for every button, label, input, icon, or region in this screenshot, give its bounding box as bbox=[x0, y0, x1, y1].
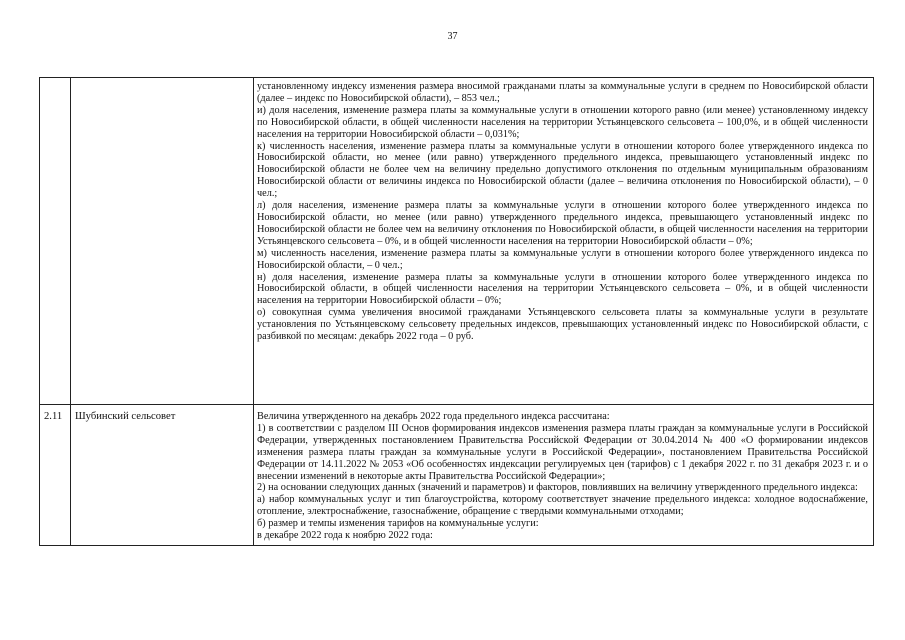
paragraph: 1) в соответствии с разделом III Основ формирования индексов изменения размера платы граждан за коммунальные услуги в Российской Федерации, утвержденных постановлением Правительства Российской Федерации от 30.04.2014 № 400 «О формировании индексов изменения размера платы граждан за коммунальные услуги в Российской Федерации», постановлением Правительства Российской Федерации от 14.11.2022 № 2053 «Об особенностях индексации регулируемых цен (тарифов) с 1 декабря 2022 г. по 31 декабря 2023 г. и о внесении изменений в некоторые акты Правительства Российской Федерации»; bbox=[257, 422, 868, 482]
paragraph: Величина утвержденного на декабрь 2022 года предельного индекса рассчитана: bbox=[257, 411, 610, 422]
paragraph: б) размер и темпы изменения тарифов на коммунальные услуги: bbox=[257, 518, 539, 530]
table-row bbox=[40, 78, 874, 405]
municipality-name-cell: Шубинский сельсовет bbox=[71, 405, 254, 546]
table-row bbox=[40, 405, 874, 546]
paragraph: о) совокупная сумма увеличения вносимой гражданами Устьянцевского сельсовета платы за коммунальные услуги в результате установления по Устьянцевскому сельсовету предельных индексов, превышающих установленный индекс по Новосибирской области, с разбивкой по месяцам: декабрь 2022 года – 0 руб. bbox=[257, 307, 868, 343]
description-cell bbox=[254, 78, 874, 405]
row-number-cell: 2.11 bbox=[40, 405, 71, 546]
paragraph: а) набор коммунальных услуг и тип благоустройства, которому соответствует значение предельного индекса: холодное водоснабжение, отопление, электроснабжение, газоснабжение, обращение с твердыми коммунальными отходами; bbox=[257, 494, 868, 518]
paragraph: установленному индексу изменения размера вносимой гражданами платы за коммунальные услуги в среднем по Новосибирской области (далее – индекс по Новосибирской области), – 853 чел.; bbox=[257, 81, 868, 104]
row-number-cell bbox=[40, 78, 71, 405]
paragraph: н) доля населения, изменение размера платы за коммунальные услуги в отношении которого более утвержденного индекса по Новосибирской области, в общей численности населения на территории Устьянцевского сельсовета – 0%, и в общей численности населения на территории Новосибирской области – 0%; bbox=[257, 271, 868, 307]
document-table bbox=[39, 77, 874, 546]
paragraph: в декабре 2022 года к ноябрю 2022 года: bbox=[257, 530, 433, 542]
page-number: 37 bbox=[447, 31, 458, 42]
paragraph: 2) на основании следующих данных (значений и параметров) и факторов, повлиявших на величину утвержденного предельного индекса: bbox=[257, 482, 858, 494]
paragraph: и) доля населения, изменение размера платы за коммунальные услуги в отношении которого равно (или менее) установленному индексу по Новосибирской области, в общей численности населения на территории Устьянцевского сельсовета – 100,0%, и в общей численности населения на территории Новосибирской области – 0,031%; bbox=[257, 104, 868, 140]
description-cell bbox=[254, 405, 874, 546]
paragraph: к) численность населения, изменение размера платы за коммунальные услуги в отношении которого более утвержденного индекса по Новосибирской области, но менее (или равно) утвержденного предельного индекса, превышающего установленный индекс по Новосибирской области не более чем на величину предельно допустимого отклонения по отдельным муниципальным образованиям Новосибирской области от величины индекса по Новосибирской области (далее – величина отклонения по Новосибирской области), – 0 чел.; bbox=[257, 140, 868, 200]
municipality-name-cell bbox=[71, 78, 254, 405]
paragraph: м) численность населения, изменение размера платы за коммунальные услуги в отношении которого более утвержденного индекса по Новосибирской области, – 0 чел.; bbox=[257, 247, 868, 271]
paragraph: л) доля населения, изменение размера платы за коммунальные услуги в отношении которого более утвержденного индекса по Новосибирской области, но менее (или равно) утвержденного предельного индекса, превышающего установленный индекс по Новосибирской области не более чем на величину отклонения по Новосибирской области, в общей численности населения на территории Устьянцевского сельсовета – 0%, и в общей численности населения на территории Новосибирской области – 0%; bbox=[257, 200, 868, 247]
